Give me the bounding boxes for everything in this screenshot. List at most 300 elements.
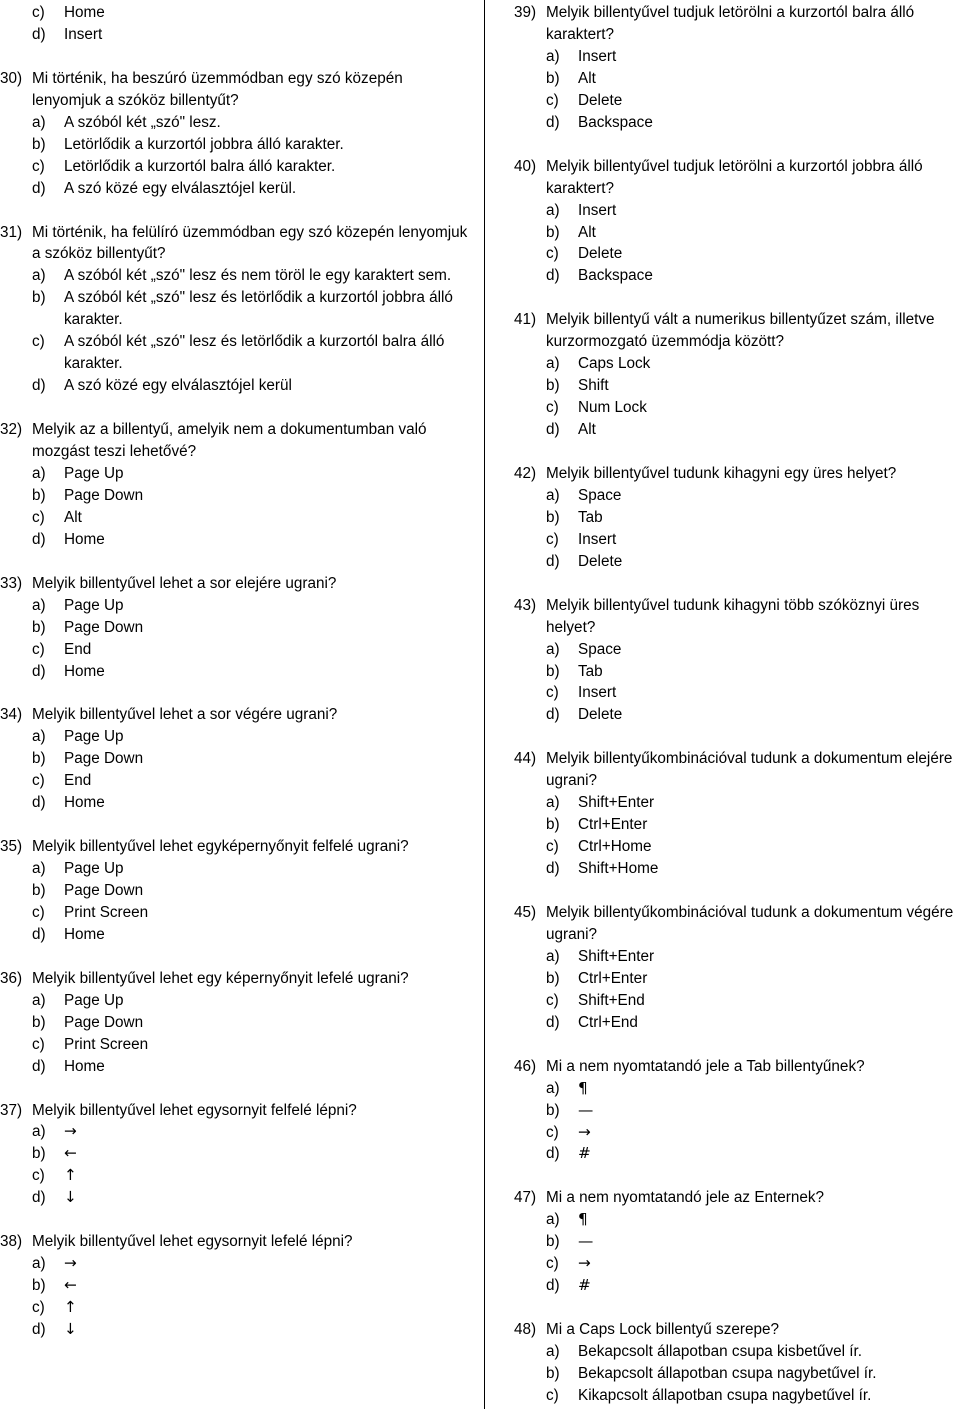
option-letter: c) — [546, 399, 559, 417]
question-heading — [0, 836, 474, 858]
question-block — [514, 1056, 960, 1166]
option-letter: d) — [32, 25, 46, 43]
spacer — [514, 287, 960, 309]
option-letter: b) — [546, 1101, 560, 1119]
answer-option — [32, 726, 474, 748]
question-text: Melyik billentyűkombinációval tudunk a dokumentum végére ugrani? — [546, 903, 954, 943]
option-text: Insert — [578, 530, 617, 548]
option-letter: a) — [546, 640, 560, 658]
question-block — [514, 748, 960, 880]
answer-option — [32, 2, 474, 24]
question-block — [0, 222, 474, 398]
spacer — [0, 551, 474, 573]
question-heading — [0, 573, 474, 595]
option-letter: b) — [32, 882, 46, 900]
answer-option — [32, 375, 474, 397]
option-text: Print Screen — [64, 1035, 149, 1053]
answer-option — [546, 1385, 960, 1407]
option-letter: a) — [546, 1343, 560, 1360]
spacer — [514, 573, 960, 595]
question-heading — [514, 463, 960, 485]
option-letter: b) — [546, 377, 560, 395]
answer-option — [546, 90, 960, 112]
option-text: Home — [64, 794, 105, 812]
option-letter: a) — [546, 947, 560, 965]
answer-option — [546, 507, 960, 529]
option-text: Space — [578, 640, 622, 658]
question-text: Melyik az a billentyű, amelyik nem a dokumentumban való mozgást teszi lehetővé? — [32, 421, 427, 461]
option-letter: b) — [546, 1233, 560, 1251]
option-text: Letörlődik a kurzortól balra álló karakter. — [64, 157, 336, 175]
option-symbol: ← — [64, 1276, 77, 1295]
option-letter: a) — [32, 728, 46, 746]
option-symbol: → — [64, 1254, 77, 1273]
option-letter: a) — [32, 860, 46, 878]
answer-option — [32, 1012, 474, 1034]
answer-option — [32, 178, 474, 200]
answer-option — [546, 112, 960, 134]
answer-option — [546, 222, 960, 244]
answer-option — [32, 1165, 474, 1187]
question-block — [514, 1319, 960, 1407]
option-letter: a) — [546, 201, 560, 219]
question-text: Mi a nem nyomtatandó jele az Enternek? — [546, 1189, 825, 1207]
question-number: 42) — [514, 464, 537, 482]
question-heading — [0, 704, 474, 726]
answer-option — [546, 1253, 960, 1275]
option-text: Delete — [578, 91, 623, 109]
answer-option — [546, 68, 960, 90]
option-text: Insert — [578, 684, 617, 702]
question-text: Mi történik, ha beszúró üzemmódban egy szó közepén lenyomjuk a szóköz billentyűt? — [32, 69, 403, 109]
question-number: 43) — [514, 596, 537, 614]
option-letter: b) — [546, 969, 560, 987]
option-text: Shift+Enter — [578, 794, 655, 812]
question-heading — [0, 68, 474, 112]
question-heading — [514, 1056, 960, 1078]
question-heading — [0, 968, 474, 990]
answer-option — [546, 836, 960, 858]
answer-option — [32, 661, 474, 683]
answer-option — [32, 924, 474, 946]
question-heading — [514, 1187, 960, 1209]
option-text: Backspace — [578, 113, 653, 131]
spacer — [514, 1297, 960, 1319]
question-number: 44) — [514, 750, 537, 768]
answer-option — [546, 858, 960, 880]
question-text: Mi a Caps Lock billentyű szerepe? — [546, 1321, 779, 1339]
spacer — [0, 946, 474, 968]
option-text: Home — [64, 530, 105, 548]
option-letter: c) — [32, 508, 45, 526]
option-text: Page Down — [64, 618, 144, 636]
question-number: 37) — [0, 1101, 23, 1119]
option-letter: b) — [32, 750, 46, 768]
option-text: Ctrl+Home — [578, 838, 652, 856]
question-text: Melyik billentyűvel lehet egysornyit felfelé lépni? — [32, 1101, 357, 1119]
option-letter: c) — [32, 1299, 45, 1317]
question-block — [514, 309, 960, 441]
left-column — [0, 2, 474, 1341]
option-text: Insert — [578, 47, 617, 65]
option-letter: c) — [32, 1035, 45, 1053]
question-text: Melyik billentyűvel tudjuk letörölni a kurzortól jobbra álló karaktert? — [546, 157, 923, 197]
option-letter: b) — [546, 508, 560, 526]
answer-option — [32, 595, 474, 617]
option-letter: c) — [32, 333, 45, 351]
spacer — [0, 200, 474, 222]
option-text: Home — [64, 925, 105, 943]
option-text: Insert — [578, 201, 617, 219]
option-letter: a) — [32, 464, 46, 482]
option-letter: d) — [546, 113, 560, 131]
answer-option — [546, 375, 960, 397]
question-number: 40) — [514, 157, 537, 175]
answer-option — [546, 990, 960, 1012]
option-letter: c) — [32, 4, 45, 21]
option-text: End — [64, 772, 92, 790]
option-letter: d) — [32, 179, 46, 197]
option-text: Letörlődik a kurzortól jobbra álló karakter. — [64, 135, 344, 153]
option-letter: d) — [32, 925, 46, 943]
answer-option — [32, 1056, 474, 1078]
option-letter: c) — [32, 772, 45, 790]
answer-option — [32, 1034, 474, 1056]
option-letter: c) — [32, 1167, 45, 1185]
option-text: Ctrl+Enter — [578, 969, 648, 987]
spacer — [514, 441, 960, 463]
option-text: A szó közé egy elválasztójel kerül. — [64, 179, 297, 197]
option-text: Shift+End — [578, 991, 645, 1009]
question-heading — [0, 1231, 474, 1253]
answer-option — [32, 1187, 474, 1209]
option-letter: a) — [32, 113, 46, 131]
answer-option — [32, 1297, 474, 1319]
question-block — [514, 902, 960, 1034]
option-letter: d) — [546, 1277, 560, 1295]
answer-option — [546, 1122, 960, 1144]
answer-option — [546, 1209, 960, 1231]
answer-option — [546, 1143, 960, 1165]
option-letter: a) — [546, 1211, 560, 1229]
option-text: Ctrl+End — [578, 1013, 638, 1031]
option-text: Page Up — [64, 464, 124, 482]
question-heading — [0, 1100, 474, 1122]
question-text: Mi a nem nyomtatandó jele a Tab billentyűnek? — [546, 1057, 865, 1075]
question-block — [0, 968, 474, 1078]
option-text: Tab — [578, 662, 603, 680]
option-text: Page Up — [64, 596, 124, 614]
question-text: Melyik billentyűvel tudunk kihagyni több szóköznyi üres helyet? — [546, 596, 920, 636]
answer-option — [32, 617, 474, 639]
answer-option — [32, 507, 474, 529]
answer-option — [546, 46, 960, 68]
question-number: 36) — [0, 969, 23, 987]
option-letter: d) — [32, 1189, 46, 1207]
answer-option — [546, 1012, 960, 1034]
option-text: Page Down — [64, 882, 144, 900]
question-block — [0, 836, 474, 946]
answer-option — [32, 1253, 474, 1275]
question-number: 39) — [514, 4, 537, 21]
option-text: Delete — [578, 245, 623, 263]
option-text: Tab — [578, 508, 603, 526]
answer-option — [546, 946, 960, 968]
option-letter: c) — [32, 157, 45, 175]
option-text: Bekapcsolt állapotban csupa kisbetűvel ír. — [578, 1343, 863, 1360]
answer-option — [32, 770, 474, 792]
question-text: Melyik billentyűvel lehet egysornyit lefelé lépni? — [32, 1233, 353, 1251]
question-heading — [0, 419, 474, 463]
option-letter: c) — [546, 91, 559, 109]
option-letter: c) — [546, 1123, 559, 1141]
spacer — [514, 726, 960, 748]
spacer — [0, 397, 474, 419]
answer-option — [32, 990, 474, 1012]
option-letter: c) — [546, 684, 559, 702]
option-letter: d) — [546, 421, 560, 439]
option-text: A szóból két „szó" lesz. — [64, 113, 221, 131]
option-text: Home — [64, 662, 105, 680]
question-text: Melyik billentyűvel lehet a sor elejére ugrani? — [32, 574, 337, 592]
option-letter: d) — [32, 662, 46, 680]
spacer — [514, 1165, 960, 1187]
question-heading — [514, 595, 960, 639]
option-letter: b) — [546, 69, 560, 87]
answer-option — [32, 1319, 474, 1341]
question-block — [0, 1100, 474, 1210]
question-number: 34) — [0, 706, 23, 724]
option-letter: b) — [546, 223, 560, 241]
right-column — [514, 2, 960, 1407]
option-letter: a) — [546, 1079, 560, 1097]
question-number: 30) — [0, 69, 23, 87]
answer-option — [546, 1341, 960, 1363]
question-block — [514, 156, 960, 288]
question-block — [0, 1231, 474, 1341]
option-text: Alt — [578, 223, 596, 241]
option-text: Page Down — [64, 750, 144, 768]
option-symbol: # — [578, 1276, 591, 1295]
answer-option — [32, 265, 474, 287]
option-text: Insert — [64, 25, 103, 43]
answer-option — [32, 331, 474, 375]
question-block — [0, 68, 474, 200]
option-symbol: ↓ — [64, 1188, 77, 1207]
option-text: Shift+Enter — [578, 947, 655, 965]
option-symbol: ¶ — [578, 1078, 588, 1097]
option-symbol: ← — [64, 1144, 77, 1163]
option-letter: c) — [32, 903, 45, 921]
option-symbol: ↓ — [64, 1320, 77, 1339]
answer-option — [32, 880, 474, 902]
spacer — [514, 134, 960, 156]
option-letter: a) — [32, 1123, 46, 1141]
option-text: Alt — [64, 508, 82, 526]
answer-option — [546, 485, 960, 507]
option-letter: c) — [546, 1386, 559, 1404]
answer-option — [546, 1078, 960, 1100]
question-text: Melyik billentyű vált a numerikus billentyűzet szám, illetve kurzormozgató üzemmódja között? — [546, 311, 935, 351]
answer-option — [32, 485, 474, 507]
option-letter: a) — [546, 47, 560, 65]
option-letter: d) — [546, 552, 560, 570]
answer-option — [32, 529, 474, 551]
spacer — [0, 46, 474, 68]
answer-option — [546, 968, 960, 990]
question-heading — [514, 309, 960, 353]
option-letter: a) — [32, 1255, 46, 1273]
option-symbol: — — [578, 1100, 594, 1119]
option-letter: d) — [546, 860, 560, 878]
option-letter: d) — [32, 530, 46, 548]
question-heading — [514, 2, 960, 46]
question-heading — [514, 902, 960, 946]
option-letter: b) — [32, 135, 46, 153]
option-symbol: → — [578, 1254, 591, 1273]
answer-option — [546, 419, 960, 441]
option-letter: b) — [32, 1277, 46, 1295]
spacer — [514, 1034, 960, 1056]
answer-option — [546, 1275, 960, 1297]
answer-option — [32, 112, 474, 134]
spacer — [0, 682, 474, 704]
question-text: Mi történik, ha felülíró üzemmódban egy szó közepén lenyomjuk a szóköz billentyűt? — [32, 223, 468, 263]
option-text: Alt — [578, 69, 596, 87]
option-text: Kikapcsolt állapotban csupa nagybetűvel ír. — [578, 1386, 872, 1404]
spacer — [0, 1209, 474, 1231]
answer-option — [546, 397, 960, 419]
option-text: Caps Lock — [578, 355, 651, 373]
option-text: Delete — [578, 706, 623, 724]
answer-option — [32, 134, 474, 156]
spacer — [0, 814, 474, 836]
option-letter: b) — [546, 816, 560, 834]
option-letter: c) — [546, 1255, 559, 1273]
option-text: Print Screen — [64, 903, 149, 921]
question-number: 38) — [0, 1233, 23, 1251]
question-heading — [514, 156, 960, 200]
option-letter: d) — [32, 377, 46, 395]
option-letter: c) — [32, 640, 45, 658]
option-text: Delete — [578, 552, 623, 570]
question-number: 33) — [0, 574, 23, 592]
question-number: 32) — [0, 421, 23, 439]
question-text: Melyik billentyűvel tudjuk letörölni a kurzortól balra álló karaktert? — [546, 4, 915, 43]
option-text: Shift+Home — [578, 860, 659, 878]
answer-option — [546, 200, 960, 222]
option-symbol: ↑ — [64, 1166, 77, 1185]
option-text: Home — [64, 4, 105, 21]
option-letter: b) — [32, 289, 46, 307]
answer-option — [546, 265, 960, 287]
option-letter: c) — [546, 838, 559, 856]
option-letter: b) — [32, 1145, 46, 1163]
spacer — [0, 1078, 474, 1100]
option-symbol: # — [578, 1144, 591, 1163]
option-letter: d) — [32, 1057, 46, 1075]
option-letter: d) — [546, 1013, 560, 1031]
answer-option — [32, 639, 474, 661]
answer-option — [546, 529, 960, 551]
option-text: Page Down — [64, 486, 144, 504]
answer-option — [546, 661, 960, 683]
answer-option — [546, 243, 960, 265]
question-number: 35) — [0, 838, 23, 856]
answer-option — [546, 551, 960, 573]
column-divider — [484, 0, 485, 1409]
option-text: Backspace — [578, 267, 653, 285]
question-block — [0, 419, 474, 551]
option-letter: a) — [546, 794, 560, 812]
option-text: Home — [64, 1057, 105, 1075]
spacer — [514, 880, 960, 902]
answer-option — [32, 156, 474, 178]
option-text: Page Up — [64, 991, 124, 1009]
option-letter: a) — [32, 267, 46, 285]
answer-option — [32, 24, 474, 46]
answer-option — [546, 814, 960, 836]
option-text: A szó közé egy elválasztójel kerül — [64, 377, 292, 395]
option-text: End — [64, 640, 92, 658]
question-number: 47) — [514, 1189, 537, 1207]
question-number: 31) — [0, 223, 23, 241]
option-letter: d) — [546, 267, 560, 285]
option-text: A szóból két „szó" lesz és letörlődik a kurzortól balra álló karakter. — [64, 333, 445, 373]
option-letter: d) — [32, 1321, 46, 1339]
question-number: 41) — [514, 311, 537, 329]
question-block — [0, 573, 474, 683]
option-letter: a) — [32, 991, 46, 1009]
question-text: Melyik billentyűvel tudunk kihagyni egy üres helyet? — [546, 464, 897, 482]
option-text: Page Up — [64, 860, 124, 878]
answer-option — [546, 682, 960, 704]
answer-option — [546, 1231, 960, 1253]
option-letter: c) — [546, 530, 559, 548]
answer-option — [32, 463, 474, 485]
option-letter: a) — [32, 596, 46, 614]
question-number: 48) — [514, 1321, 537, 1339]
answer-option — [546, 639, 960, 661]
option-text: Alt — [578, 421, 596, 439]
option-symbol: → — [64, 1122, 77, 1141]
option-symbol: ↑ — [64, 1298, 77, 1317]
option-text: A szóból két „szó" lesz és nem töröl le egy karaktert sem. — [64, 267, 452, 285]
option-text: Ctrl+Enter — [578, 816, 648, 834]
option-text: A szóból két „szó" lesz és letörlődik a kurzortól jobbra álló karakter. — [64, 289, 453, 329]
option-letter: d) — [32, 794, 46, 812]
answer-option — [32, 858, 474, 880]
option-symbol: → — [578, 1122, 591, 1141]
question-block — [0, 704, 474, 814]
option-symbol: — — [578, 1232, 594, 1251]
answer-option — [32, 792, 474, 814]
answer-option — [32, 287, 474, 331]
option-letter: c) — [546, 991, 559, 1009]
option-letter: d) — [546, 706, 560, 724]
option-text: Num Lock — [578, 399, 647, 417]
answer-option — [546, 1363, 960, 1385]
question-block — [514, 1187, 960, 1297]
question-block — [514, 2, 960, 134]
question-text: Melyik billentyűvel lehet egyképernyőnyit felfelé ugrani? — [32, 838, 409, 856]
question-text: Melyik billentyűkombinációval tudunk a dokumentum elejére ugrani? — [546, 750, 953, 790]
option-letter: c) — [546, 245, 559, 263]
answer-option — [546, 704, 960, 726]
question-text: Melyik billentyűvel lehet egy képernyőnyit lefelé ugrani? — [32, 969, 409, 987]
question-number: 45) — [514, 903, 537, 921]
option-text: Page Up — [64, 728, 124, 746]
